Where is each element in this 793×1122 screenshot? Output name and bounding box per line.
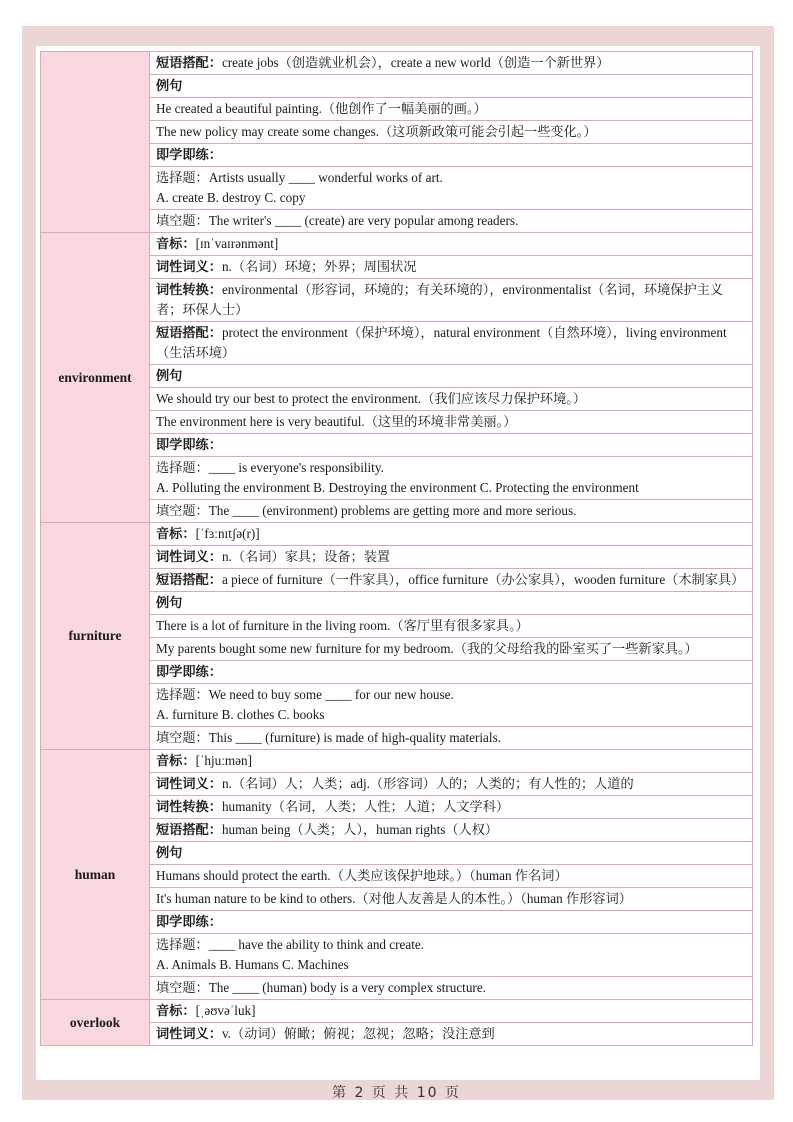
entry-cell bbox=[150, 210, 753, 233]
entry-cell bbox=[150, 888, 753, 911]
row-label: 短语搭配： bbox=[156, 572, 222, 587]
entry-cell bbox=[150, 523, 753, 546]
entry-cell bbox=[150, 727, 753, 750]
entry-cell bbox=[150, 842, 753, 865]
row-label: 词性词义： bbox=[156, 1026, 222, 1041]
entry-cell bbox=[150, 365, 753, 388]
row-text: 选择题：____ have the ability to think and create. bbox=[156, 937, 425, 952]
row-options: A. Polluting the environment B. Destroying the environment C. Protecting the environment bbox=[156, 480, 639, 495]
row-text: create jobs（创造就业机会），create a new world（创造一个新世界） bbox=[221, 55, 610, 70]
row-label: 短语搭配： bbox=[156, 55, 222, 70]
row-text: 选择题：Artists usually ____ wonderful works of art. bbox=[156, 170, 443, 185]
row-options: A. Animals B. Humans C. Machines bbox=[156, 957, 349, 972]
row-options: A. create B. destroy C. copy bbox=[156, 190, 306, 205]
row-label: 即学即练： bbox=[156, 914, 222, 929]
entry-cell bbox=[150, 865, 753, 888]
page-number: 第 2 页 共 10 页 bbox=[332, 1085, 461, 1101]
row-text: There is a lot of furniture in the living room.（客厅里有很多家具。） bbox=[156, 618, 529, 633]
row-label: 词性词义： bbox=[156, 776, 222, 791]
row-text: Humans should protect the earth.（人类应该保护地球。）（human 作名词） bbox=[156, 868, 568, 883]
row-text: [ˈhjuːmən] bbox=[195, 753, 252, 768]
row-label: 词性转换： bbox=[156, 282, 222, 297]
entry-cell bbox=[150, 592, 753, 615]
vocabulary-table bbox=[40, 51, 753, 1046]
row-text: [ˈfɜːnɪtʃə(r)] bbox=[195, 526, 260, 541]
row-text: v.（动词）俯瞰；俯视；忽视；忽略；没注意到 bbox=[221, 1026, 495, 1041]
row-label: 音标： bbox=[156, 236, 196, 251]
entry-cell bbox=[150, 411, 753, 434]
row-text: humanity（名词，人类；人性；人道；人文学科） bbox=[221, 799, 510, 814]
row-label: 词性转换： bbox=[156, 799, 222, 814]
entry-cell bbox=[150, 934, 753, 977]
entry-cell bbox=[150, 144, 753, 167]
row-label: 即学即练： bbox=[156, 664, 222, 679]
row-text: 选择题：____ is everyone's responsibility. bbox=[156, 460, 384, 475]
row-text: We should try our best to protect the environment.（我们应该尽力保护环境。） bbox=[156, 391, 587, 406]
entry-cell bbox=[150, 279, 753, 322]
entry-cell bbox=[150, 819, 753, 842]
row-text: It's human nature to be kind to others.（对他人友善是人的本性。）（human 作形容词） bbox=[156, 891, 632, 906]
row-text: human being（人类；人），human rights（人权） bbox=[221, 822, 499, 837]
entry-cell bbox=[150, 388, 753, 411]
row-text: 填空题：The ____ (human) body is a very complex structure. bbox=[156, 980, 486, 995]
entry-cell bbox=[150, 750, 753, 773]
table-row bbox=[41, 1000, 753, 1023]
entry-cell bbox=[150, 98, 753, 121]
row-label: 例句 bbox=[156, 78, 183, 93]
row-label: 即学即练： bbox=[156, 147, 222, 162]
row-label: 短语搭配： bbox=[156, 822, 222, 837]
row-label: 音标： bbox=[156, 1003, 196, 1018]
row-text: 填空题：This ____ (furniture) is made of high-quality materials. bbox=[156, 730, 501, 745]
entry-cell bbox=[150, 661, 753, 684]
entry-cell bbox=[150, 615, 753, 638]
entry-cell bbox=[150, 434, 753, 457]
entry-cell bbox=[150, 796, 753, 819]
entry-cell bbox=[150, 911, 753, 934]
vocab-word: overlook bbox=[41, 1000, 150, 1046]
row-text: protect the environment（保护环境），natural environment（自然环境），living environment（生活环境） bbox=[156, 325, 727, 360]
vocab-word: human bbox=[41, 750, 150, 1000]
row-label: 短语搭配： bbox=[156, 325, 222, 340]
row-text: n.（名词）人；人类；adj.（形容词）人的；人类的；有人性的；人道的 bbox=[221, 776, 634, 791]
vocab-word bbox=[41, 52, 150, 233]
entry-cell bbox=[150, 457, 753, 500]
row-label: 音标： bbox=[156, 753, 196, 768]
vocab-word: furniture bbox=[41, 523, 150, 750]
row-options: A. furniture B. clothes C. books bbox=[156, 707, 325, 722]
entry-cell bbox=[150, 233, 753, 256]
row-text: [ɪnˈvaɪrənmənt] bbox=[195, 236, 279, 251]
entry-cell bbox=[150, 1000, 753, 1023]
row-text: [ˌəʊvəˈluk] bbox=[195, 1003, 256, 1018]
row-text: n.（名词）家具；设备；装置 bbox=[221, 549, 391, 564]
entry-cell bbox=[150, 500, 753, 523]
row-label: 即学即练： bbox=[156, 437, 222, 452]
entry-cell bbox=[150, 121, 753, 144]
entry-cell bbox=[150, 1023, 753, 1046]
entry-cell bbox=[150, 684, 753, 727]
row-label: 例句 bbox=[156, 595, 183, 610]
row-text: The environment here is very beautiful.（这里的环境非常美丽。） bbox=[156, 414, 517, 429]
entry-cell bbox=[150, 638, 753, 661]
row-text: He created a beautiful painting.（他创作了一幅美丽的画。） bbox=[156, 101, 487, 116]
entry-cell bbox=[150, 52, 753, 75]
row-text: My parents bought some new furniture for my bedroom.（我的父母给我的卧室买了一些新家具。） bbox=[156, 641, 698, 656]
entry-cell bbox=[150, 256, 753, 279]
row-text: 填空题：The writer's ____ (create) are very popular among readers. bbox=[156, 213, 519, 228]
row-text: 填空题：The ____ (environment) problems are getting more and more serious. bbox=[156, 503, 577, 518]
table-row bbox=[41, 52, 753, 75]
table-row bbox=[41, 233, 753, 256]
entry-cell bbox=[150, 167, 753, 210]
vocab-word: environment bbox=[41, 233, 150, 523]
row-label: 音标： bbox=[156, 526, 196, 541]
entry-cell bbox=[150, 75, 753, 98]
entry-cell bbox=[150, 322, 753, 365]
row-text: The new policy may create some changes.（这项新政策可能会引起一些变化。） bbox=[156, 124, 597, 139]
table-row bbox=[41, 750, 753, 773]
row-label: 例句 bbox=[156, 368, 183, 383]
row-label: 词性词义： bbox=[156, 549, 222, 564]
entry-cell bbox=[150, 773, 753, 796]
row-label: 词性词义： bbox=[156, 259, 222, 274]
row-text: n.（名词）环境；外界；周围状况 bbox=[221, 259, 417, 274]
entry-cell bbox=[150, 546, 753, 569]
entry-cell bbox=[150, 569, 753, 592]
row-text: environmental（形容词，环境的；有关环境的），environmentalist（名词，环境保护主义者；环保人士） bbox=[156, 282, 724, 317]
row-text: a piece of furniture（一件家具），office furniture（办公家具），wooden furniture（木制家具） bbox=[221, 572, 745, 587]
row-label: 例句 bbox=[156, 845, 183, 860]
entry-cell bbox=[150, 977, 753, 1000]
table-row bbox=[41, 523, 753, 546]
row-text: 选择题：We need to buy some ____ for our new house. bbox=[156, 687, 454, 702]
